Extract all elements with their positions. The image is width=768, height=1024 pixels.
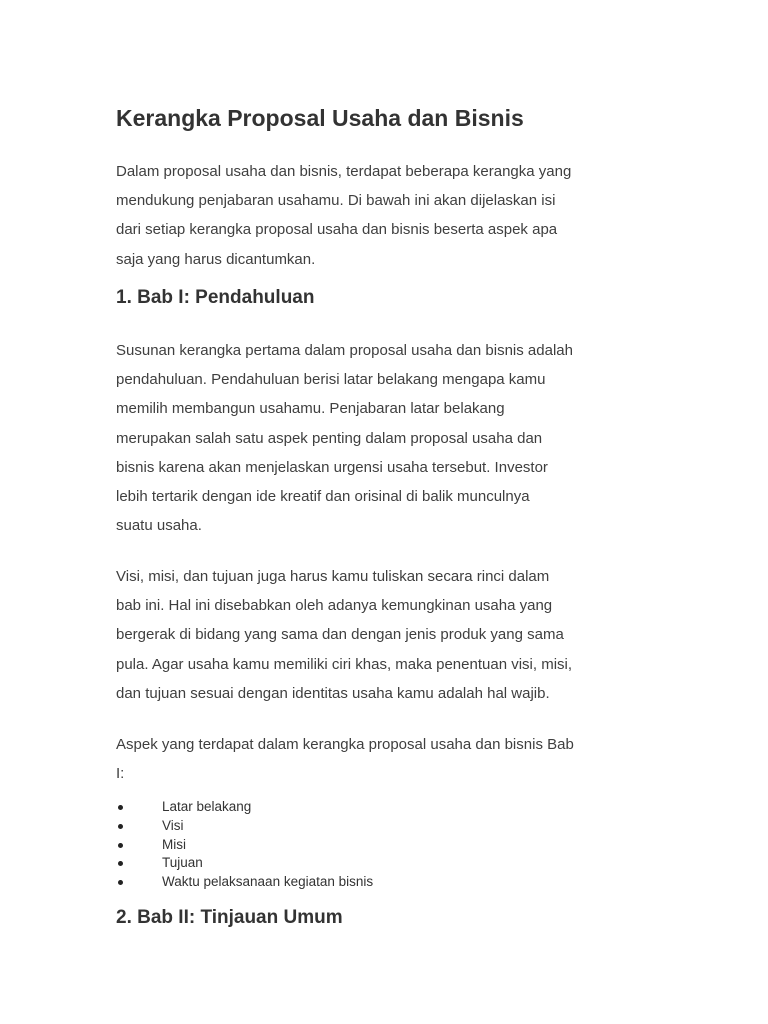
bullet-dot-icon <box>118 805 123 810</box>
paragraph-line: dan tujuan sesuai dengan identitas usaha kamu adalah hal wajib. <box>116 684 550 702</box>
paragraph-line: bab ini. Hal ini disebabkan oleh adanya kemungkinan usaha yang <box>116 597 553 615</box>
paragraph-line: Visi, misi, dan tujuan juga harus kamu tuliskan secara rinci dalam <box>116 568 550 585</box>
section-1-paragraph-1 <box>116 336 656 540</box>
paragraph-line: bergerak di bidang yang sama dan dengan jenis produk yang sama <box>116 626 564 644</box>
bullet-text: Misi <box>162 836 186 852</box>
intro-line: dari setiap kerangka proposal usaha dan bisnis beserta aspek apa <box>116 221 558 239</box>
intro-line: mendukung penjabaran usahamu. Di bawah ini akan dijelaskan isi <box>116 192 556 210</box>
paragraph-line: lebih tertarik dengan ide kreatif dan orisinal di balik munculnya <box>116 488 530 506</box>
section-1-paragraph-3 <box>116 730 656 788</box>
bullet-item <box>116 798 373 817</box>
bullet-text: Latar belakang <box>162 799 252 814</box>
bullet-text: Visi <box>162 817 184 833</box>
bullet-text: Waktu pelaksanaan kegiatan bisnis <box>162 874 374 890</box>
bullet-item <box>116 854 373 873</box>
bullet-dot-icon <box>118 824 123 829</box>
paragraph-line: pendahuluan. Pendahuluan berisi latar belakang mengapa kamu <box>116 371 546 389</box>
paragraph-line: memilih membangun usahamu. Penjabaran latar belakang <box>116 400 505 418</box>
paragraph-line: merupakan salah satu aspek penting dalam proposal usaha dan <box>116 429 543 447</box>
paragraph-line: bisnis karena akan menjelaskan urgensi usaha tersebut. Investor <box>116 458 548 476</box>
intro-line: saja yang harus dicantumkan. <box>116 250 316 268</box>
aspect-bullet-list <box>116 798 373 892</box>
paragraph-line: suatu usaha. <box>116 517 202 535</box>
bullet-item <box>116 836 373 855</box>
bullet-dot-icon <box>118 843 123 848</box>
page-title: Kerangka Proposal Usaha dan Bisnis <box>116 105 524 131</box>
intro-paragraph <box>116 157 656 274</box>
intro-line: Dalam proposal usaha dan bisnis, terdapat beberapa kerangka yang <box>116 163 572 180</box>
paragraph-line: Aspek yang terdapat dalam kerangka proposal usaha dan bisnis Bab <box>116 736 574 753</box>
section-2-heading: 2. Bab II: Tinjauan Umum <box>116 907 343 928</box>
bullet-item <box>116 873 373 892</box>
section-1-paragraph-2 <box>116 562 656 708</box>
paragraph-line: Susunan kerangka pertama dalam proposal usaha dan bisnis adalah <box>116 342 573 359</box>
bullet-text: Tujuan <box>162 855 203 871</box>
bullet-dot-icon <box>118 861 123 866</box>
bullet-item <box>116 817 373 836</box>
paragraph-line: pula. Agar usaha kamu memiliki ciri khas, maka penentuan visi, misi, <box>116 655 573 673</box>
paragraph-line: I: <box>116 765 125 783</box>
bullet-dot-icon <box>118 880 123 885</box>
section-1-heading: 1. Bab I: Pendahuluan <box>116 287 315 308</box>
